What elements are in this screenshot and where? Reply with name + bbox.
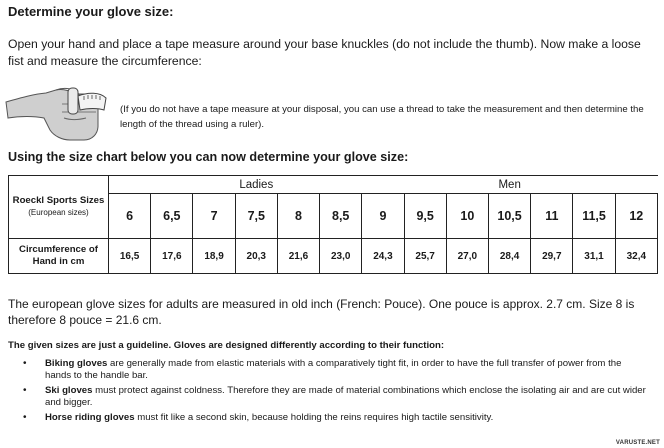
tape-measure-note: (If you do not have a tape measure at your disposal, you can use a thread to take the measurement and then determine the length of the thread using a ruler).	[120, 104, 644, 130]
size-cell: 8	[277, 194, 319, 239]
row-label-sizes-subtext: (European sizes)	[28, 208, 89, 217]
glove-size-table	[8, 175, 658, 274]
size-cell: 6	[109, 194, 151, 239]
group-men: Men	[362, 176, 658, 194]
circumference-cell: 27,0	[446, 239, 488, 274]
bullet-icon: •	[23, 411, 27, 423]
circumference-cell: 17,6	[151, 239, 193, 274]
size-cell: 7	[193, 194, 235, 239]
size-cell: 8,5	[320, 194, 362, 239]
bullet-icon: •	[23, 358, 27, 369]
function-term: Biking gloves	[45, 358, 108, 369]
row-label-sizes-text: Roeckl Sports Sizes	[12, 195, 105, 206]
size-cell: 11	[531, 194, 573, 239]
intro-text: Open your hand and place a tape measure around your base knuckles (do not include the thumb). Now make a loose fist and measure the circumference:	[8, 37, 641, 68]
circumference-cell: 20,3	[235, 239, 277, 274]
size-cell: 7,5	[235, 194, 277, 239]
chart-heading: Using the size chart below you can now determine your glove size:	[8, 150, 409, 164]
function-term: Ski gloves	[45, 384, 93, 396]
list-item	[8, 385, 648, 409]
circumference-cell: 25,7	[404, 239, 446, 274]
circumference-cell: 18,9	[193, 239, 235, 274]
function-description: must fit like a second skin, because holding the reins requires high tactile sensitivity.	[134, 411, 494, 423]
circumference-cell: 23,0	[320, 239, 362, 274]
list-item	[8, 358, 648, 382]
function-description: must protect against coldness. Therefore they are made of material combinations which enclose the isolating air and are cut wider and bigger.	[45, 384, 646, 409]
circumference-cell: 24,3	[362, 239, 404, 274]
function-description: are generally made from elastic materials with a comparatively tight fit, in order to have the full transfer of power from the hands to the handle bar.	[45, 358, 622, 382]
row-label-sizes	[9, 176, 109, 239]
function-term: Horse riding gloves	[45, 411, 135, 423]
group-ladies: Ladies	[151, 176, 362, 194]
glove-function-list	[8, 358, 648, 427]
size-cell: 10,5	[488, 194, 530, 239]
size-cell: 12	[615, 194, 657, 239]
circumference-cell: 31,1	[573, 239, 615, 274]
size-cell: 10	[446, 194, 488, 239]
row-label-circumference: Circumference of Hand in cm	[9, 239, 109, 274]
size-cell: 6,5	[151, 194, 193, 239]
table-row-groups	[9, 176, 658, 194]
table-row-circumference	[9, 239, 658, 274]
guideline-text: The given sizes are just a guideline. Gloves are designed differently according to their function:	[8, 340, 445, 351]
pouce-explanation: The european glove sizes for adults are measured in old inch (French: Pouce). One pouce is approx. 2.7 cm. Size 8 is therefore 8 pouce = 21.6 cm.	[8, 297, 635, 327]
circumference-cell: 32,4	[615, 239, 657, 274]
size-cell: 11,5	[573, 194, 615, 239]
size-cell: 9,5	[404, 194, 446, 239]
watermark: VARUSTE.NET	[615, 440, 660, 446]
bullet-icon: •	[23, 384, 27, 396]
list-item	[8, 412, 648, 424]
circumference-cell: 21,6	[277, 239, 319, 274]
circumference-cell: 28,4	[488, 239, 530, 274]
circumference-cell: 16,5	[109, 239, 151, 274]
page-heading: Determine your glove size:	[8, 4, 174, 19]
size-cell: 9	[362, 194, 404, 239]
circumference-cell: 29,7	[531, 239, 573, 274]
group-blank	[109, 176, 151, 194]
hand-with-tape-measure-icon	[4, 74, 116, 144]
